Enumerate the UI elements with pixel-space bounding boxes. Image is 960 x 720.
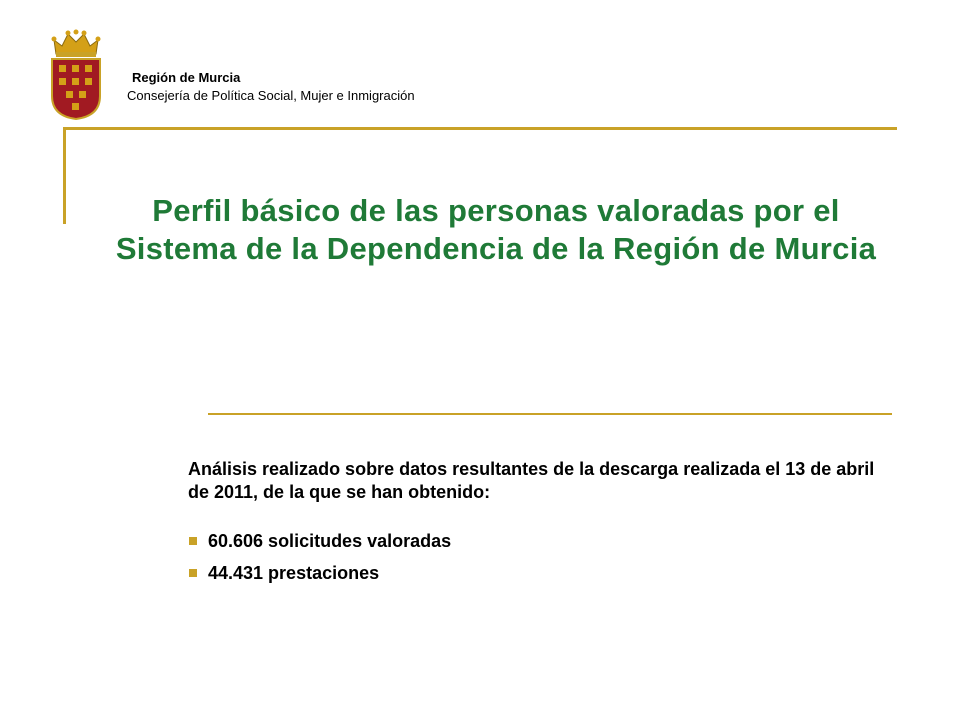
- title-underline: [208, 413, 892, 415]
- list-item: [188, 563, 888, 584]
- intro-text: Análisis realizado sobre datos resultantes de la descarga realizada el 13 de abril de 2011, de la que se han obtenido:: [188, 459, 875, 502]
- org-name: Región de Murcia: [132, 70, 241, 85]
- coat-of-arms-icon: [46, 28, 106, 120]
- bullet-list: [188, 531, 888, 595]
- square-bullet-icon: [189, 537, 197, 545]
- square-bullet-icon: [189, 569, 197, 577]
- department-name: Consejería de Política Social, Mujer e Inmigración: [127, 88, 415, 103]
- bullet-text: 60.606 solicitudes valoradas: [208, 531, 452, 551]
- list-item: [188, 531, 888, 552]
- bullet-text: 44.431 prestaciones: [208, 563, 380, 583]
- top-divider: [63, 127, 897, 130]
- slide-title: Perfil básico de las personas valoradas por el Sistema de la Dependencia de la Región de Murcia: [115, 193, 877, 266]
- left-divider: [63, 127, 66, 224]
